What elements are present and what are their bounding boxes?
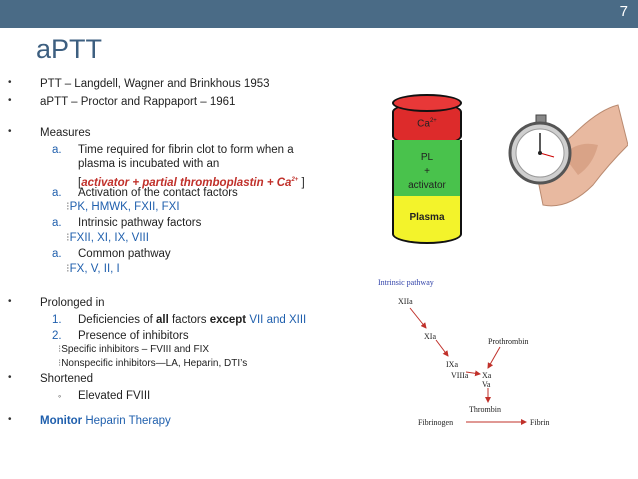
measure-marker: a.	[52, 248, 62, 260]
measure-marker: a.	[52, 217, 62, 229]
tube-plus-label: +	[424, 166, 430, 177]
arrow-icon: ⁝	[66, 263, 70, 275]
bullet-aptt: aPTT – Proctor and Rappaport – 1961	[40, 96, 236, 108]
pathway-xiia: XIIa	[398, 297, 413, 306]
pathway-thrombin: Thrombin	[469, 405, 501, 414]
bracket-close: ]	[298, 176, 305, 189]
top-bar	[0, 0, 638, 28]
prolonged-marker: 1.	[52, 314, 62, 326]
measure-marker: a.	[52, 187, 62, 199]
arrow-icon: ⁝	[58, 344, 62, 355]
pathway-xa: Xa	[482, 371, 492, 380]
bullet-dot: •	[8, 126, 12, 137]
arrow-icon: ⁝	[58, 358, 62, 369]
prolonged-deficiencies: Deficiencies of all factors except VII and XIII	[78, 314, 307, 326]
contact-factors: ⁝PK, HMWK, FXII, FXI	[66, 201, 180, 213]
shortened-marker: ◦	[58, 391, 62, 401]
pathway-prothrombin: Prothrombin	[488, 337, 529, 346]
bullet-measures: Measures	[40, 127, 91, 139]
intrinsic-factors: ⁝FXII, XI, IX, VIII	[66, 232, 149, 244]
common-factors: ⁝FX, V, II, I	[66, 263, 120, 275]
pathway-xia: XIa	[424, 332, 436, 341]
measure-time-line1: Time required for fibrin clot to form when a	[78, 144, 294, 156]
pathway-fibrinogen: Fibrinogen	[418, 418, 454, 427]
reagent-text: activator + partial thromboplastin + Ca	[81, 176, 292, 189]
bullet-dot: •	[8, 296, 12, 307]
measure-marker: a.	[52, 144, 62, 156]
stopwatch-hand-image	[478, 85, 628, 215]
bullet-dot: •	[8, 372, 12, 383]
measure-common: Common pathway	[78, 248, 171, 260]
bullet-shortened: Shortened	[40, 373, 94, 385]
arrow-icon: ⁝	[66, 201, 70, 213]
pathway-viiia: VIIIa	[451, 371, 469, 380]
tube-top	[392, 94, 462, 112]
reagent-superscript: 2+	[291, 177, 299, 183]
measure-contact: Activation of the contact factors	[78, 187, 238, 199]
bullet-dot: •	[8, 95, 12, 106]
arrow-xiia-xia	[410, 308, 426, 328]
pathway-va: Va	[482, 380, 491, 389]
slide-number: 7	[619, 3, 628, 20]
tube-calcium-label: $Ca^{2+}$	[417, 118, 437, 130]
bullet-dot: •	[8, 414, 12, 425]
pathway-arrows	[370, 290, 570, 430]
bracket-open: [	[78, 176, 82, 189]
arrow-prothrombin-xa	[488, 347, 500, 368]
slide-title: aPTT	[36, 34, 103, 64]
pathway-title: Intrinsic pathway	[378, 278, 434, 287]
shortened-fviii: Elevated FVIII	[78, 390, 151, 402]
measure-time-line2: plasma is incubated with an	[78, 158, 220, 170]
arrow-icon: ⁝	[66, 232, 70, 244]
tube-pl-label: PL	[420, 152, 434, 163]
pathway-ixa: IXa	[446, 360, 458, 369]
tube-activator-label: activator	[408, 180, 446, 191]
prolonged-inhibitors: Presence of inhibitors	[78, 330, 189, 342]
arrow-ixa-xa	[466, 372, 480, 374]
pathway-fibrin: Fibrin	[530, 418, 550, 427]
specific-inhibitors: ⁝Specific inhibitors – FVIII and FIX	[58, 344, 210, 355]
nonspecific-inhibitors: ⁝Nonspecific inhibitors—LA, Heparin, DTI’s	[58, 358, 248, 369]
bullet-monitor: Monitor Heparin Therapy	[40, 415, 171, 427]
bullet-ptt: PTT – Langdell, Wagner and Brinkhous 1953	[40, 78, 270, 90]
bullet-prolonged: Prolonged in	[40, 297, 105, 309]
arrow-xia-ixa	[436, 340, 448, 356]
measure-intrinsic: Intrinsic pathway factors	[78, 217, 202, 229]
tube-plasma-label: Plasma	[409, 212, 445, 223]
bullet-dot: •	[8, 77, 12, 88]
prolonged-marker: 2.	[52, 330, 62, 342]
